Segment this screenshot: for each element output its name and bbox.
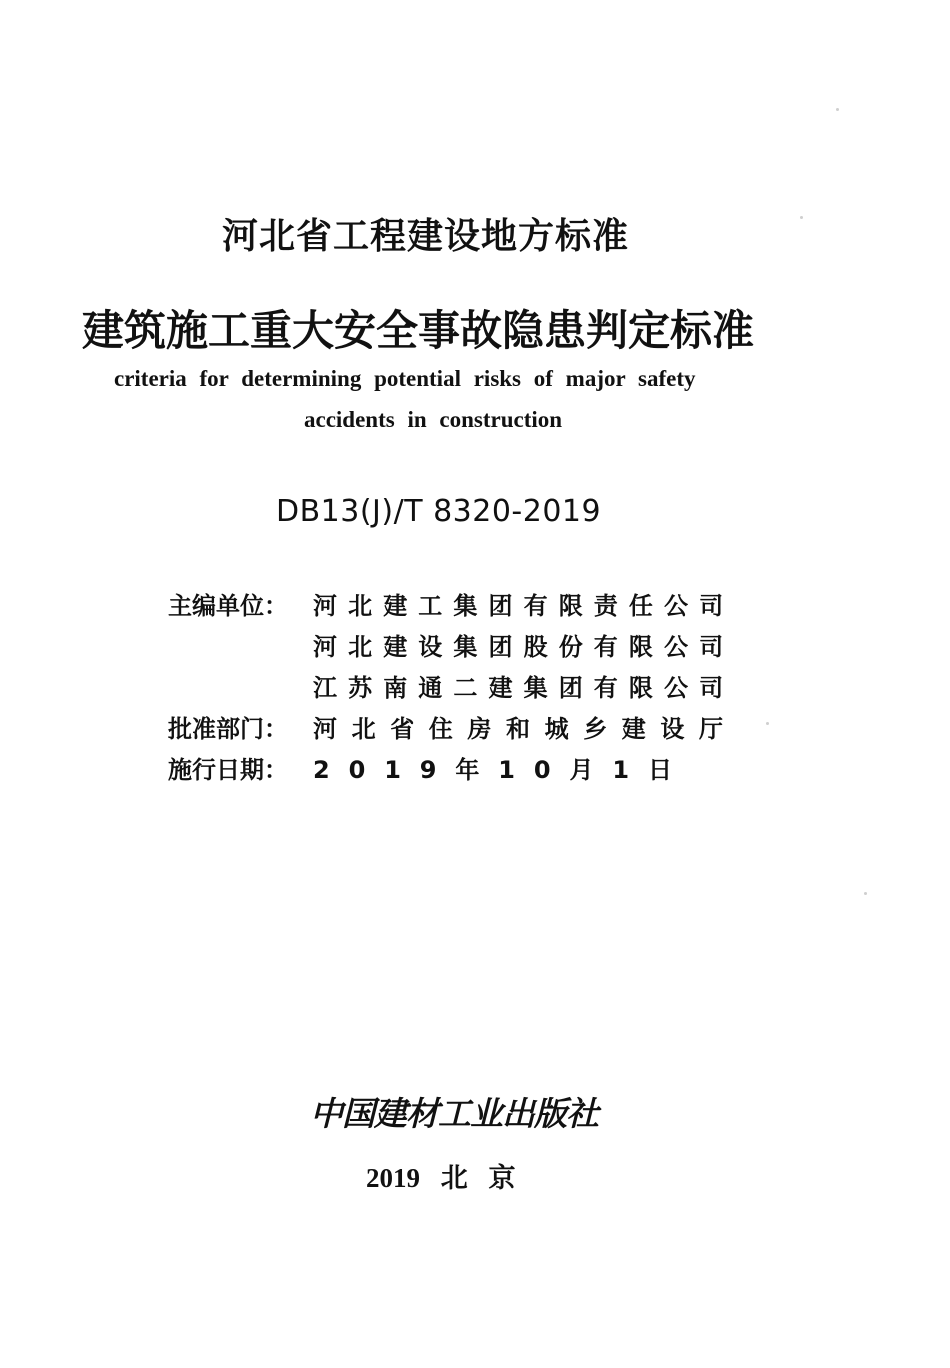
document-title-en-line2: accidents in construction bbox=[304, 407, 563, 432]
series-title: 河北省工程建设地方标准 bbox=[222, 216, 630, 257]
publisher-place-year: 2019 北 京 bbox=[366, 1163, 516, 1193]
scan-speck bbox=[864, 892, 867, 895]
editor-unit-2: 河北建设集团股份有限公司 bbox=[313, 633, 735, 661]
editor-unit-1: 河北建工集团有限责任公司 bbox=[313, 592, 735, 620]
publisher-name: 中国建材工业出版社 bbox=[310, 1094, 598, 1133]
document-title-zh: 建筑施工重大安全事故隐患判定标准 bbox=[82, 306, 755, 355]
effective-label: 施行日期： bbox=[168, 756, 288, 784]
editor-label: 主编单位： bbox=[168, 592, 288, 620]
document-title-en-line1: criteria for determining potential risks of major safety bbox=[114, 366, 696, 391]
editor-unit-3: 江苏南通二建集团有限公司 bbox=[313, 674, 735, 702]
scan-speck bbox=[766, 722, 769, 725]
standard-code: DB13(J)/T 8320-2019 bbox=[276, 494, 602, 529]
effective-date: 2019年10月1日 bbox=[313, 756, 691, 784]
scan-speck bbox=[800, 216, 803, 219]
scan-speck bbox=[836, 108, 839, 111]
approver-value: 河北省住房和城乡建设厅 bbox=[313, 715, 738, 743]
approver-label: 批准部门： bbox=[168, 715, 288, 743]
